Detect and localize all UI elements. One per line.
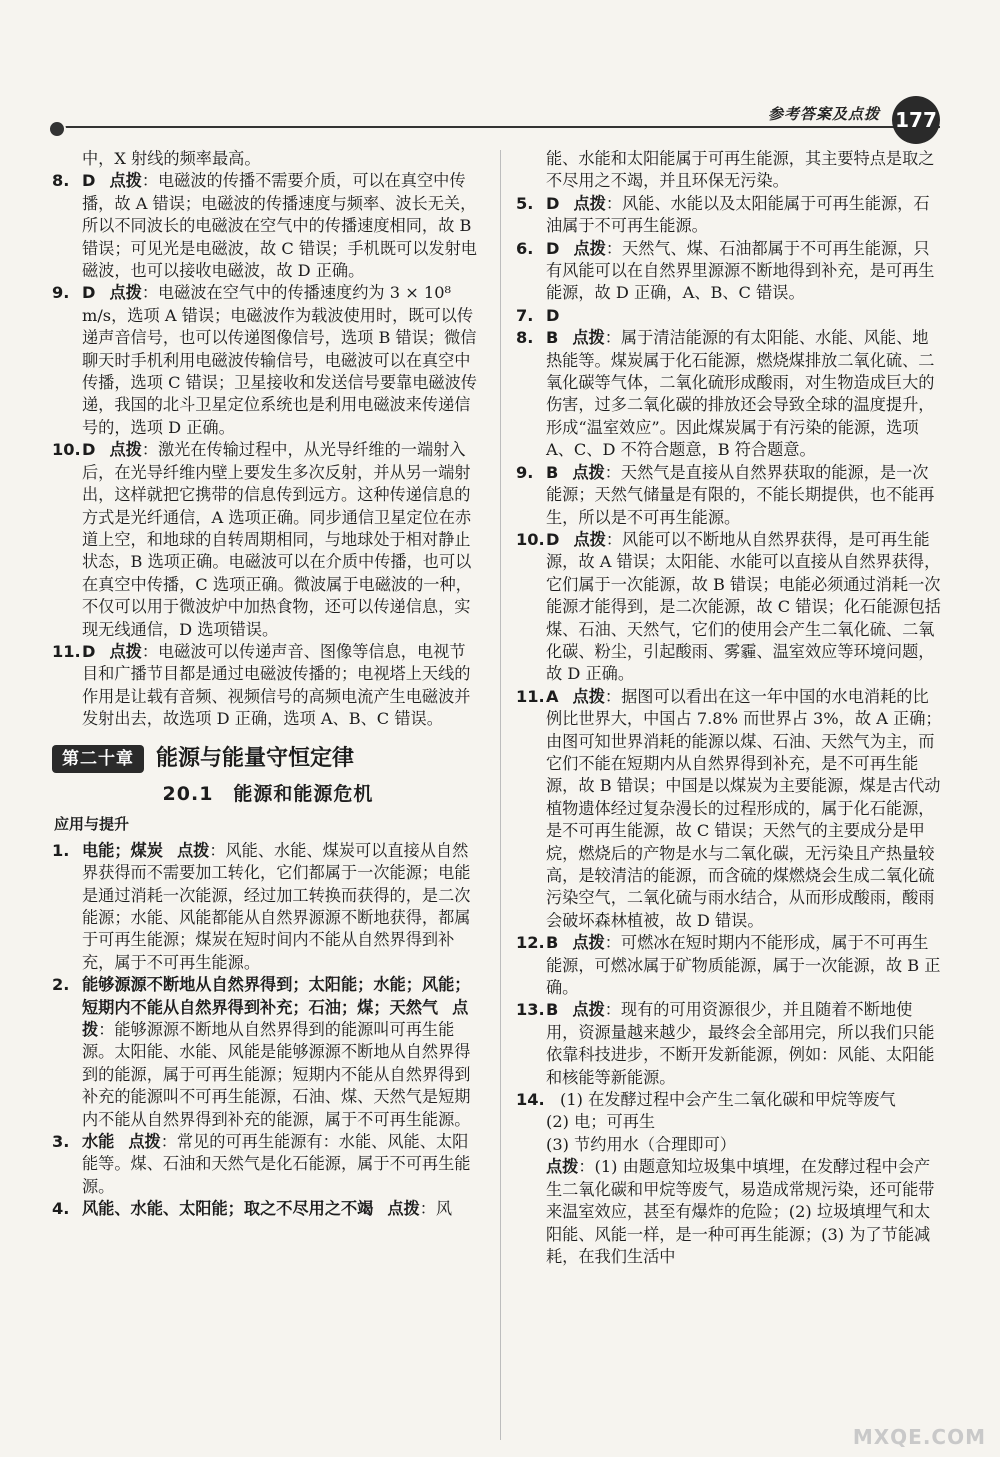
answer-item [516, 1089, 944, 1111]
answer-item [516, 327, 944, 461]
answer-number: 9. [52, 283, 70, 303]
answer-item [52, 282, 480, 439]
answer-number: 10. [516, 529, 545, 549]
watermark: MXQE.COM [852, 1425, 986, 1449]
answer-number: 12. [516, 933, 545, 953]
tip-label: 点拨 [109, 283, 142, 303]
answer-choice: 风能、水能、太阳能；取之不尽用之不竭 [82, 1199, 374, 1219]
q14-tip [520, 1156, 944, 1268]
tip-label: 点拨 [572, 328, 605, 348]
left-column [52, 148, 480, 1221]
answer-explanation: ：可燃冰在短时期内不能形成，属于不可再生能源，可燃冰属于矿物质能源，属于一次能源，故 B 正确。 [546, 933, 941, 998]
answer-explanation: ：天然气是直接从自然界获取的能源，是一次能源；天然气储量是有限的，不能长期提供，也不能再生，所以是不可再生能源。 [546, 462, 935, 527]
tip-label: 点拨 [387, 1199, 420, 1219]
answer-item [52, 641, 480, 731]
answer-item [516, 999, 944, 1089]
answer-explanation: ：风能、水能、煤炭可以直接从自然界获得而不需要加工转化，它们都属于一次能源；电能是通过消耗一次能源，经过加工转换而获得的，是二次能源；水能、风能都能从自然界源源不断地获得，都属于可再生能源；煤炭在短时间内不能从自然界得到补充，属于不可再生能源。 [82, 840, 471, 972]
answer-choice: D [82, 171, 96, 191]
tip-label: 点拨 [572, 1000, 605, 1020]
tip-label: 点拨 [572, 933, 605, 953]
answer-choice: 能够源源不断地从自然界得到；太阳能；水能；风能；短期内不能从自然界得到补充；石油；煤；天然气 [82, 975, 471, 1017]
answer-explanation: ：风 [419, 1199, 453, 1219]
answer-item [516, 238, 944, 305]
answer-number: 10. [52, 440, 81, 460]
left-answer-list-a [52, 170, 480, 730]
answer-explanation: ：电磁波的传播不需要介质，可以在真空中传播，故 A 错误；电磁波的传播速度与频率、波长无关，所以不同波长的电磁波在空气中的传播速度相同，故 B 错误；可见光是电磁波，故 C 错误；手机既可以发射电磁波，也可以接收电磁波，故 D 正确。 [82, 171, 477, 281]
answer-choice: 水能 [82, 1132, 115, 1152]
answer-number: 6. [516, 238, 534, 258]
answer-number: 13. [516, 1000, 545, 1020]
column-divider [500, 150, 501, 1440]
right-column [516, 148, 944, 1268]
answer-number: 4. [52, 1199, 70, 1219]
answer-number: 5. [516, 193, 534, 213]
answer-number: 2. [52, 975, 70, 995]
right-lead-text: 能、水能和太阳能属于可再生能源，其主要特点是取之不尽用之不竭，并且环保无污染。 [546, 149, 935, 191]
answer-item [516, 193, 944, 238]
answer-choice: 电能；煤炭 [82, 840, 163, 860]
answer-choice: A [546, 686, 559, 706]
answer-item [52, 1131, 480, 1198]
answer-item [516, 305, 944, 327]
answer-explanation: ：电磁波可以传递声音、图像等信息，电视节目和广播节目都是通过电磁波传播的；电视塔上天线的作用是让载有音频、视频信号的高频电流产生电磁波并发射出去，故选项 D 正确，选项 A、B、C 错误。 [82, 641, 471, 729]
answer-choice: B [546, 933, 559, 953]
tip-label: 点拨 [109, 171, 142, 191]
chapter-heading [52, 745, 480, 773]
chapter-badge: 第二十章 [52, 745, 144, 773]
answer-choice: D [82, 283, 96, 303]
answer-number: 1. [52, 840, 70, 860]
answer-choice: D [82, 641, 96, 661]
answer-explanation: ：风能、水能以及太阳能属于可再生能源，石油属于不可再生能源。 [546, 193, 930, 236]
answer-choice: D [546, 529, 560, 549]
answer-explanation: ：常见的可再生能源有：水能、风能、太阳能等。煤、石油和天然气是化石能源，属于不可再生能源。 [82, 1132, 471, 1196]
answer-choice: D [546, 305, 560, 325]
answer-choice: B [546, 462, 559, 482]
answer-choice: B [546, 1000, 559, 1020]
answer-choice: D [546, 238, 560, 258]
answer-explanation: ：现有的可用资源很少，并且随着不断地使用，资源量越来越少，最终会全部用完，所以我们只能依靠科技进步，不断开发新能源，例如：风能、太阳能和核能等新能源。 [546, 1000, 935, 1087]
answer-number: 7. [516, 305, 534, 325]
left-answer-list-b [52, 840, 480, 1221]
answer-explanation: ：属于清洁能源的有太阳能、水能、风能、地热能等。煤炭属于化石能源，燃烧煤排放二氧化硫、二氧化碳等气体，二氧化硫形成酸雨，对生物造成巨大的伤害，过多二氧化碳的排放还会导致全球的温度提升，形成“温室效应”。因此煤炭属于有污染的能源，选项 A、C、D 不符合题意，B 符合题意。 [546, 328, 935, 460]
tip-label: 点拨 [176, 840, 210, 860]
answer-number: 9. [516, 462, 534, 482]
answer-explanation: ：据图可以看出在这一年中国的水电消耗的比例比世界大，中国占 7.8% 而世界占 3%，故 A 正确；由图可知世界消耗的能源以煤、石油、天然气为主，而它们不能在短期内从自然界得到补充，是不可再生能源，故 B 错误；中国是以煤炭为主要能源，煤是古代动植物遗体经过复杂漫长的过程形成的，属于化石能源，是不可再生能源，故 C 错误；天然气的主要成分是甲烷，燃烧后的产物是水与二氧化碳，无污染且产热量较高，是较清洁的能源，而含硫的煤燃烧会生成二氧化硫污染空气，二氧化硫与雨水结合，从而形成酸雨，酸雨会破坏森林植被，故 D 错误。 [546, 686, 942, 930]
tip-label: 点拨 [109, 440, 142, 460]
answer-item [516, 932, 944, 999]
q14-line-3: (3) 节约用水（合理即可） [546, 1134, 736, 1154]
tip-label: 点拨 [109, 641, 142, 661]
answer-number: 11. [52, 641, 81, 661]
q14-line-2: (2) 电；可再生 [546, 1112, 656, 1132]
q14-tip-label: 点拨 [546, 1157, 579, 1177]
page-header [0, 0, 1000, 150]
q14-tip-text: ：(1) 由题意知垃圾集中填埋，在发酵过程中会产生二氧化碳和甲烷等废气，易造成常规污染，还可能带来温室效应，甚至有爆炸的危险；(2) 垃圾填埋气和太阳能、风能一样，是一种可再生能源；(3) 为了节能减耗，在我们生活中 [546, 1157, 935, 1266]
header-rule [60, 126, 940, 128]
section-title: 20.1 能源和能源危机 [162, 782, 374, 805]
answer-item [52, 974, 480, 1131]
answer-explanation: (1) 在发酵过程中会产生二氧化碳和甲烷等废气 [560, 1090, 896, 1110]
header-bullet-icon [48, 120, 66, 138]
chapter-title: 能源与能量守恒定律 [156, 745, 355, 771]
answer-item [516, 462, 944, 529]
answer-number: 8. [52, 171, 70, 191]
answer-choice: D [546, 193, 560, 213]
answer-explanation: ：电磁波在空气中的传播速度约为 3 × 10⁸ m/s，选项 A 错误；电磁波作为载波使用时，既可以传递声音信号，也可以传递图像信号，选项 B 错误；微信聊天时手机利用电磁波传输信号，电磁波可以在真空中传播，选项 C 错误；卫星接收和发送信号要靠电磁波传递，我国的北斗卫星定位系统也是利用电磁波来传递信号的，选项 D 正确。 [82, 283, 477, 437]
tip-label: 点拨 [573, 238, 606, 258]
answer-number: 8. [516, 328, 534, 348]
tip-label: 点拨 [572, 462, 605, 482]
answer-item [52, 840, 480, 974]
answer-item [52, 170, 480, 282]
answer-item [52, 439, 480, 641]
tip-label: 点拨 [82, 997, 469, 1040]
answer-explanation: ：天然气、煤、石油都属于不可再生能源，只有风能可以在自然界里源源不断地得到补充，是可再生能源，故 D 正确，A、B、C 错误。 [546, 238, 935, 303]
left-lead-text: 中，X 射线的频率最高。 [82, 149, 261, 168]
answer-item [516, 686, 944, 932]
tip-label: 点拨 [128, 1132, 161, 1152]
answer-number: 11. [516, 686, 545, 706]
answer-explanation: ：风能可以不断地从自然界获得，是可再生能源，故 A 错误；太阳能、水能可以直接从自然界获得，它们属于一次能源，故 B 错误；电能必须通过消耗一次能源才能得到，是二次能源，故 C 错误；化石能源包括煤、石油、天然气，它们的使用会产生二氧化硫、二氧化碳、粉尘，引起酸雨、雾霾、温室效应等环境问题，故 D 正确。 [546, 529, 941, 684]
answer-choice: B [546, 328, 559, 348]
header-title: 参考答案及点拨 [767, 105, 880, 123]
answer-explanation: ：激光在传输过程中，从光导纤维的一端射入后，在光导纤维内壁上要发生多次反射，并从另一端射出，这样就把它携带的信息传到远方。这种传递信息的方式是光纤通信，A 选项正确。同步通信卫星定位在赤道上空，和地球的自转周期相同，与地球处于相对静止状态，B 选项正确。电磁波可以在介质中传播，也可以在真空中传播，C 选项正确。微波属于电磁波的一种，不仅可以用于微波炉中加热食物，还可以传递信息，实现无线通信，D 选项错误。 [82, 440, 472, 639]
answer-item [516, 529, 944, 686]
tip-label: 点拨 [573, 193, 606, 213]
answer-number: 14. [516, 1090, 545, 1110]
tip-label: 点拨 [573, 529, 606, 549]
answer-explanation: ：能够源源不断地从自然界得到的能源叫可再生能源。太阳能、水能、风能是能够源源不断地从自然界得到的能源，属于可再生能源；短期内不能从自然界得到补充的能源叫不可再生能源，石油、煤、天然气是短期内不能从自然界得到补充的能源，属于不可再生能源。 [82, 1020, 471, 1129]
answer-choice: D [82, 440, 96, 460]
right-answer-list [516, 193, 944, 1112]
page-number-badge: 177 [892, 96, 940, 144]
tip-label: 点拨 [572, 686, 605, 706]
answer-item [52, 1198, 480, 1220]
subsection-title: 应用与提升 [54, 815, 130, 834]
answer-number: 3. [52, 1132, 70, 1152]
